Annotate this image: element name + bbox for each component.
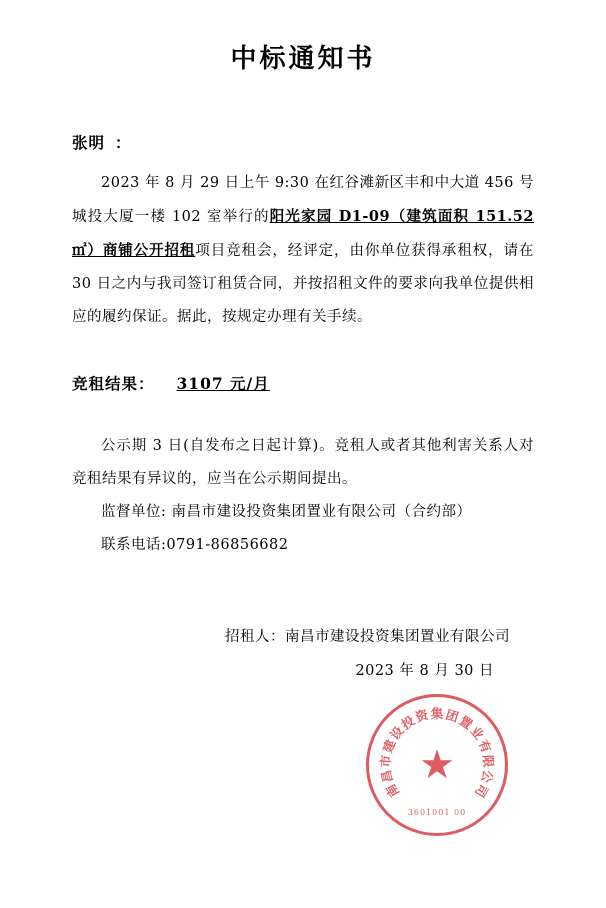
result-label: 竞租结果： [72,374,155,393]
result-line [72,372,534,394]
paragraph-part-b: 项目竞租会，经评定，由你单位获得承租权，请在 30 日之内与我司签订租赁合同，并按招租文件的要求向我单位提供相应的履约保证。据此，按规定办理有关手续。 [72,243,535,325]
paragraph-part-a: 2023 年 8 月 29 日上午 9:30 在红谷滩新区丰和中大道 456 号城投大厦一楼 102 室举行的 [72,175,534,225]
seal-bottom-text: 3601001 00 [407,808,467,817]
signer-line: 招租人：南昌市建设投资集团置业有限公司 [225,629,510,645]
page-title: 中标通知书 [230,44,376,74]
salutation [72,131,534,153]
salutation-name: 张明 [72,133,106,152]
paragraph-highlight: 阳光家园 D1-09（建筑面积 151.52 ㎡）商铺公开招租 [72,208,534,259]
salutation-colon: ： [115,133,132,152]
phone-line: 联系电话:0791-86856682 [101,537,289,553]
supervisor-line: 监督单位: 南昌市建设投资集团置业有限公司（合约部） [101,504,472,520]
document-body [0,131,606,688]
paragraph-main [72,167,534,334]
notice-paragraph: 公示期 3 日(自发布之日起计算)。竞租人或者其他利害关系人对竞租结果有异议的，应当在公示期间提出。 [72,438,534,487]
sign-date: 2023 年 8 月 30 日 [355,663,494,679]
document-page [0,38,606,908]
seal-arc-text: 南 昌 市 建 设 投 资 集 团 置 业 有 限 公 司 [377,706,497,800]
official-seal-icon [366,694,508,836]
signature-block [72,620,534,688]
seal-star-icon: ★ [419,742,455,788]
result-value: 3107 元/月 [176,374,270,393]
